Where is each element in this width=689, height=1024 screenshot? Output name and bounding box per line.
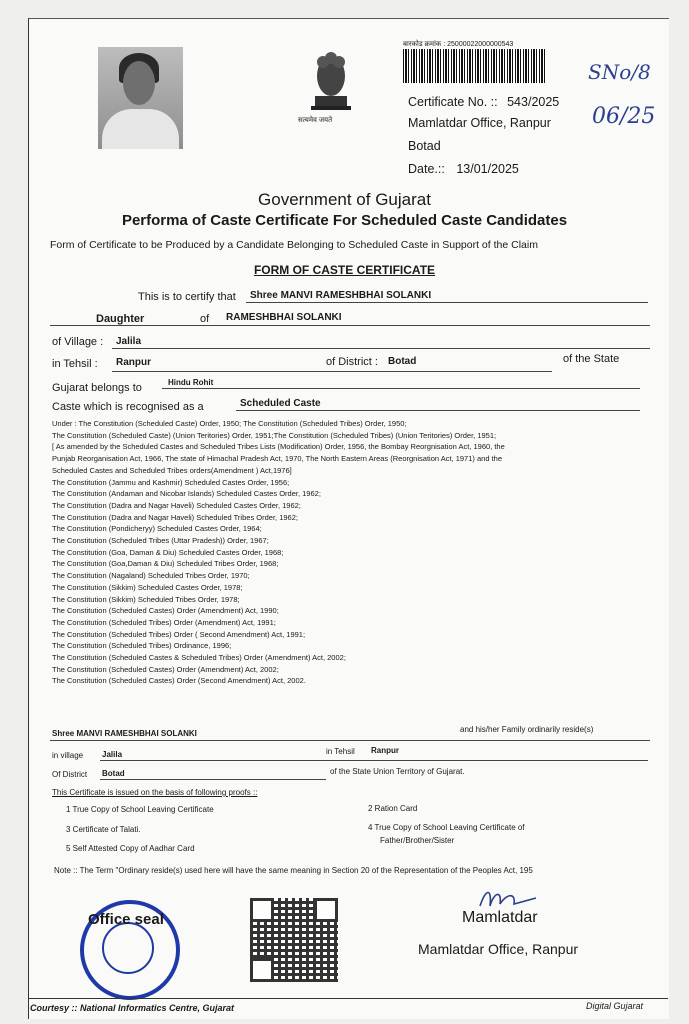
res-district-label: Of District: [52, 770, 88, 779]
reside-label: and his/her Family ordinarily reside(s): [460, 725, 594, 734]
performa-title: Performa of Caste Certificate For Scheduled Caste Candidates: [121, 212, 568, 229]
law-line: The Constitution (Scheduled Castes & Scheduled Tribes) Order (Amendment) Act, 2002;: [52, 653, 346, 663]
law-line: The Constitution (Pondicheryy) Scheduled Castes Order, 1964;: [52, 524, 262, 534]
form-description: Form of Certificate to be Produced by a Candidate Belonging to Scheduled Caste in Support of the Claim: [50, 239, 538, 251]
law-line: Under : The Constitution (Scheduled Caste) Order, 1950; The Constitution (Scheduled Tribes) Order, 1950;: [52, 419, 407, 428]
district-label: of District :: [326, 356, 378, 368]
applicant-photo: [98, 47, 183, 149]
relation: Daughter: [96, 313, 145, 325]
law-line: The Constitution (Sikkim) Scheduled Castes Order, 1978;: [52, 582, 243, 592]
law-line: The Constitution (Nagaland) Scheduled Tribes Order, 1970;: [52, 571, 250, 581]
national-emblem-icon: [305, 48, 357, 126]
law-line: The Constitution (Scheduled Castes) Order (Amendment) Act, 2002;: [52, 664, 279, 674]
candidate-name: Shree MANVI RAMESHBHAI SOLANKI: [250, 290, 432, 301]
govt-title: Government of Gujarat: [258, 190, 431, 209]
qr-code: [250, 898, 338, 982]
law-line: The Constitution (Andaman and Nicobar Islands) Scheduled Castes Order, 1962;: [52, 489, 321, 499]
law-line: The Constitution (Scheduled Caste) (Union Teritories) Order, 1951;The Constitution (Scheduled Tribes) (Union Teritories) Order, 1951;: [52, 430, 497, 440]
digital-gujarat-footer: Digital Gujarat: [586, 1001, 644, 1011]
law-line: [ As amended by the Scheduled Castes and Scheduled Tribes Lists (Modification) Order, 1956, the Bombay Reorgnisation Act, 1960, the: [52, 442, 505, 452]
courtesy-footer: Courtesy :: National Informatics Centre, Gujarat: [30, 1003, 235, 1013]
law-line: The Constitution (Dadra and Nagar Haveli) Scheduled Tribes Order, 1962;: [52, 512, 298, 522]
law-line: The Constitution (Scheduled Castes) Order (Second Amendment) Act, 2002.: [52, 676, 306, 686]
belongs-label: Gujarat belongs to: [52, 382, 142, 394]
law-line: The Constitution (Scheduled Castes) Order (Amendment) Act, 1990;: [52, 606, 279, 616]
res-village-label: in village: [52, 751, 84, 760]
handwritten-number: 06/25: [592, 104, 656, 129]
tehsil-label: in Tehsil :: [52, 358, 98, 370]
law-line: The Constitution (Scheduled Tribes) Ordinance, 1996;: [52, 641, 232, 651]
proof-3: 3 Certificate of Talati.: [66, 825, 141, 834]
form-heading: FORM OF CASTE CERTIFICATE: [253, 263, 436, 277]
barcode: [403, 49, 546, 83]
note-text: Note :: The Term "Ordinary reside(s) used here will have the same meaning in Section 20 of the Representation of the Peoples Act, 195: [54, 866, 533, 875]
law-line: The Constitution (Goa,Daman & Diu) Scheduled Tribes Order, 1968;: [52, 559, 279, 569]
certify-label: This is to certify that: [138, 291, 236, 303]
proofs-heading: This Certificate is issued on the basis of following proofs ::: [52, 788, 258, 797]
law-line: Punjab Reorganisation Act, 1966, The state of Himachal Pradesh Act, 1970, The North Eastern Areas (Reorgnisation Act, 1971) and the: [52, 454, 502, 464]
resident-name: Shree MANVI RAMESHBHAI SOLANKI: [52, 729, 197, 738]
date-label: Date.::: [408, 162, 445, 176]
constitution-orders-list: [52, 418, 632, 687]
law-line: The Constitution (Goa, Daman & Diu) Scheduled Castes Order, 1968;: [52, 547, 284, 557]
res-district-value: Botad: [102, 769, 125, 778]
certificate-date: [408, 162, 519, 176]
office-seal-label: Office seal: [88, 911, 164, 928]
res-tehsil-label: in Tehsil: [326, 747, 355, 756]
law-line: The Constitution (Dadra and Nagar Haveli) Scheduled Castes Order, 1962;: [52, 500, 301, 510]
issuing-office-line2: Botad: [408, 139, 441, 153]
res-tehsil-value: Ranpur: [371, 746, 399, 755]
law-line: The Constitution (Scheduled Tribes (Uttar Pradesh)) Order, 1967;: [52, 536, 269, 546]
res-state-label: of the State Union Territory of Gujarat.: [330, 767, 465, 776]
category-value: Scheduled Caste: [240, 398, 321, 409]
signatory-title: Mamlatdar: [462, 909, 538, 926]
tehsil-value: Ranpur: [116, 357, 151, 368]
issuing-office: Mamlatdar Office, Ranpur: [408, 116, 551, 130]
of-label: of: [200, 313, 210, 325]
res-village-value: Jalila: [102, 750, 123, 759]
caste-value: Hindu Rohit: [168, 378, 214, 387]
proof-4: 4 True Copy of School Leaving Certificate of: [368, 823, 525, 832]
law-line: The Constitution (Jammu and Kashmir) Scheduled Castes Order, 1956;: [52, 477, 290, 487]
proof-2: 2 Ration Card: [368, 804, 418, 813]
village-value: Jalila: [116, 336, 142, 347]
certificate-no-label: Certificate No. ::: [408, 95, 498, 109]
law-line: The Constitution (Sikkim) Scheduled Tribes Order, 1978;: [52, 594, 240, 604]
proof-4-cont: Father/Brother/Sister: [380, 836, 455, 845]
parent-name: RAMESHBHAI SOLANKI: [226, 312, 342, 323]
proof-5: 5 Self Attested Copy of Aadhar Card: [66, 844, 195, 853]
handwritten-serial: SNo/8: [588, 60, 651, 84]
recognised-label: Caste which is recognised as a: [52, 401, 204, 413]
certificate-no-value: 543/2025: [507, 95, 560, 109]
date-value: 13/01/2025: [456, 162, 519, 176]
village-label: of Village :: [52, 336, 104, 348]
law-line: Scheduled Castes and Scheduled Tribes orders(Amendment ) Act,1976]: [52, 465, 292, 475]
certificate-no: [408, 95, 559, 109]
law-line: The Constitution (Scheduled Tribes) Order ( Second Amendment) Act, 1991;: [52, 629, 306, 639]
law-line: The Constitution (Scheduled Tribes) Order (Amendment) Act, 1991;: [52, 617, 276, 627]
signatory-office: Mamlatdar Office, Ranpur: [418, 941, 579, 957]
barcode-number: बारकोड क्रमांक : 25000022000000543: [403, 41, 514, 48]
proof-1: 1 True Copy of School Leaving Certificate: [66, 805, 214, 814]
emblem-motto: सत्यमेव जयते: [298, 117, 333, 124]
district-value: Botad: [388, 356, 417, 367]
state-label: of the State: [563, 353, 620, 365]
